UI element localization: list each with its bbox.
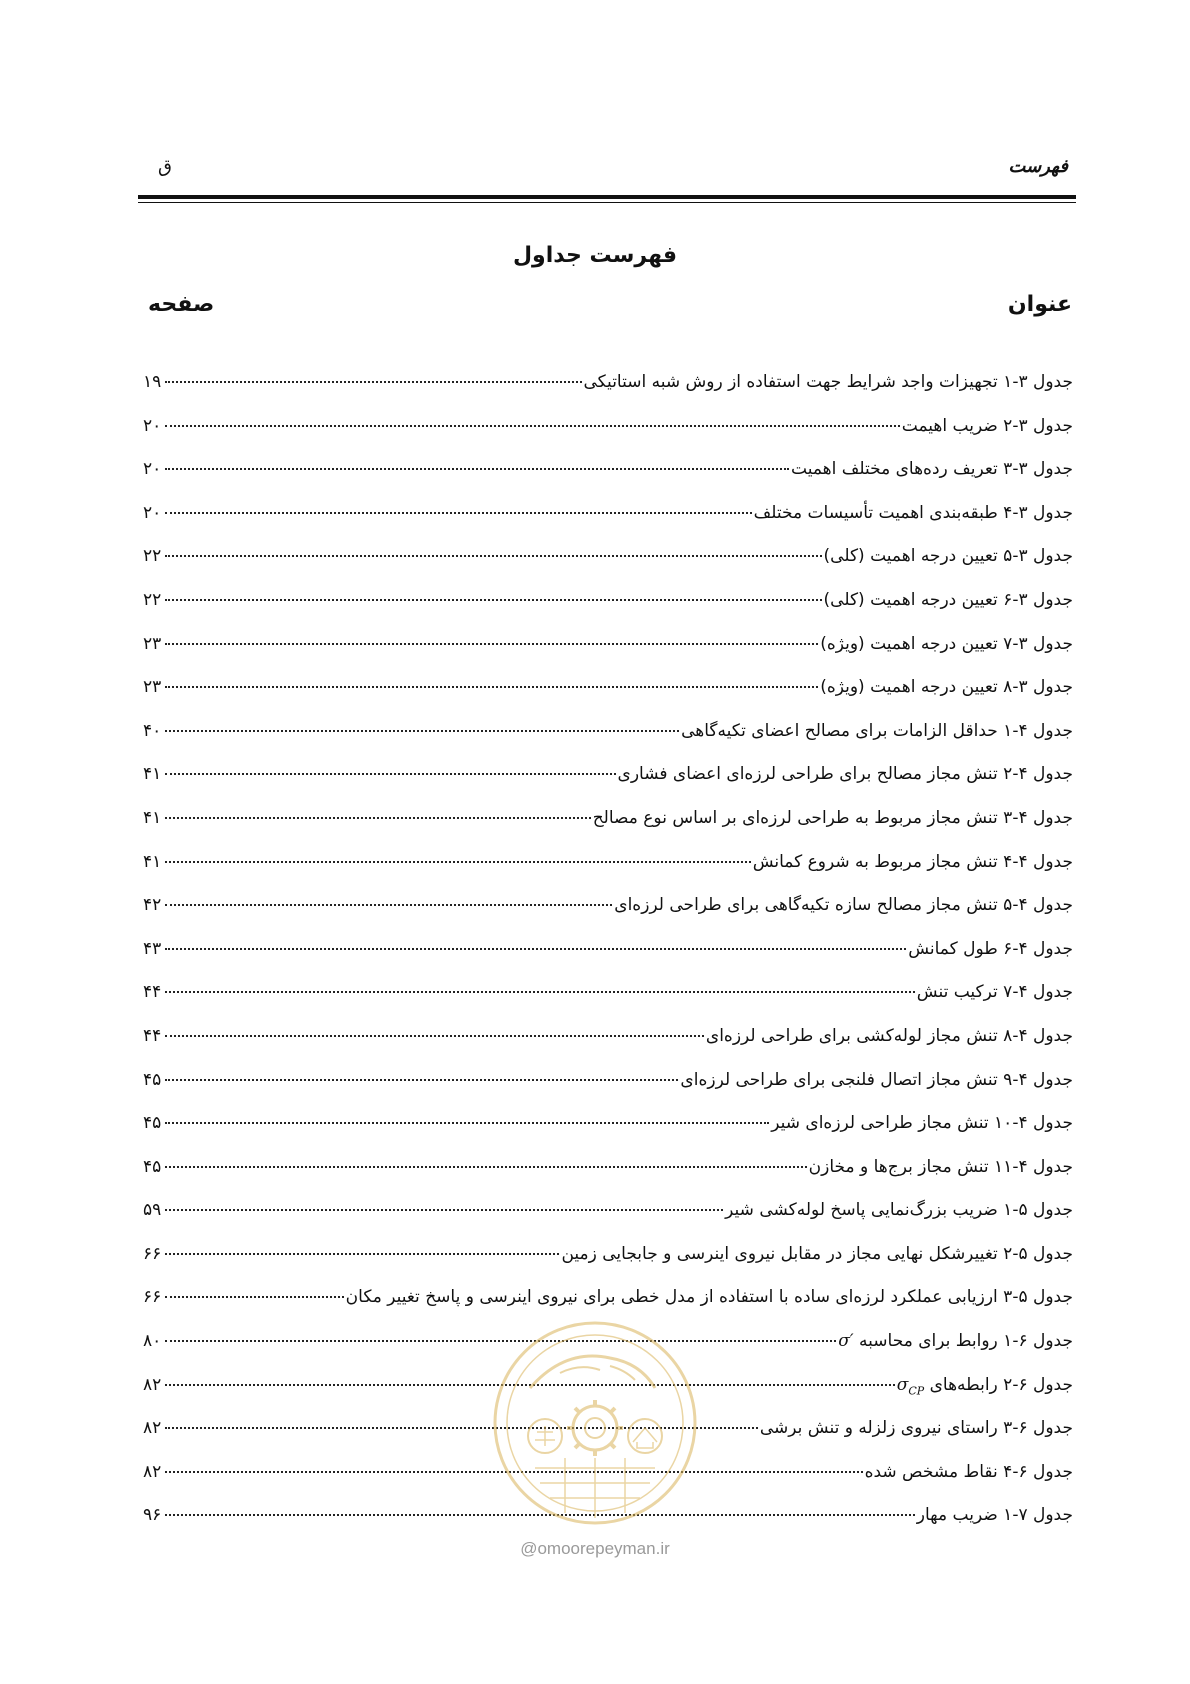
toc-leader-dots [165,1253,559,1255]
toc-entry-label: جدول ۷-۱ ضریب مهار [916,1505,1073,1526]
toc-entry [143,590,1073,634]
toc-entry-page: ۶۶ [143,1287,162,1308]
toc-entry-label: جدول ۳-۳ تعریف رده‌های مختلف اهمیت [791,459,1073,480]
column-heading-page: صفحه [148,292,215,317]
toc-entry-label: جدول ۳-۸ تعیین درجه اهمیت (ویژه) [820,677,1073,698]
toc-leader-dots [165,773,616,775]
toc-entry-page: ۲۰ [143,415,162,436]
header-rule-thin [138,202,1076,203]
toc-entry-page: ۸۲ [143,1374,162,1395]
toc-entry [143,982,1073,1026]
toc-leader-dots [165,555,822,557]
toc-entry-label: جدول ۶-۳ راستای نیروی زلزله و تنش برشی [759,1418,1073,1439]
toc-entry-label: جدول ۴-۵ تنش مجاز مصالح سازه تکیه‌گاهی برای طراحی لرزه‌ای [614,895,1073,916]
toc-entry-page: ۱۹ [143,372,162,392]
toc-leader-dots [165,643,818,645]
toc-entry-label: جدول ۴-۷ ترکیب تنش [916,982,1073,1003]
toc-entry-page: ۴۱ [143,764,162,785]
column-heading-title: عنوان [1007,292,1072,317]
toc-entry-page: ۴۵ [143,1156,162,1177]
toc-leader-dots [165,730,679,732]
toc-leader-dots [165,1035,704,1037]
toc-entry-page: ۲۰ [143,502,162,523]
toc-entry-page: ۴۰ [143,720,162,741]
toc-leader-dots [165,1296,344,1298]
toc-entry [143,1244,1073,1288]
toc-leader-dots [165,1079,678,1081]
toc-entry [143,721,1073,765]
toc-entry-page: ۴۱ [143,851,162,872]
toc-entry-page: ۲۳ [143,633,162,654]
toc-entry-symbol-subscript: CP [908,1384,925,1398]
page-title: فهرست جداول [512,243,678,268]
toc-leader-dots [165,861,751,863]
toc-entry-label: جدول ۴-۳ تنش مجاز مربوط به طراحی لرزه‌ای بر اساس نوع مصالح [592,807,1073,828]
toc-entry-label: جدول ۵-۲ تغییرشکل نهایی مجاز در مقابل نیروی اینرسی و جابجایی زمین [561,1243,1073,1264]
toc-entry-label: جدول ۴-۶ طول کمانش [908,938,1073,959]
toc-entry-page: ۲۲ [143,589,162,610]
toc-leader-dots [165,904,612,906]
toc-leader-dots [165,468,789,470]
toc-leader-dots [165,1166,807,1168]
toc-leader-dots [165,1209,723,1211]
toc-entry-label: جدول ۴-۴ تنش مجاز مربوط به شروع کمانش [752,851,1073,872]
toc-entry-page: ۶۶ [143,1243,162,1264]
toc-entry-page: ۸۲ [143,1461,162,1482]
toc-entry-label: جدول ۶-۱ روابط برای محاسبه σ′ [838,1331,1073,1352]
running-header [138,156,1068,186]
toc-leader-dots [165,686,818,688]
toc-entry-label: جدول ۵-۱ ضریب بزرگ‌نمایی پاسخ لوله‌کشی شیر [725,1200,1073,1221]
toc-leader-dots [165,512,752,514]
toc-entry-label: جدول ۵-۳ ارزیابی عملکرد لرزه‌ای ساده با استفاده از مدل خطی برای نیروی اینرسی و پاسخ تغییر مکان [345,1287,1073,1308]
toc-entry-label: جدول ۴-۱ حداقل الزامات برای مصالح اعضای تکیه‌گاهی [681,720,1073,741]
toc-entry [143,1026,1073,1070]
publisher-logo-watermark [490,1318,700,1528]
toc-entry-label: جدول ۳-۷ تعیین درجه اهمیت (ویژه) [820,633,1073,654]
toc-entry-page: ۴۱ [143,807,162,828]
toc-leader-dots [165,599,822,601]
toc-leader-dots [165,991,915,993]
toc-entry [143,1157,1073,1201]
toc-entry [143,852,1073,896]
toc-entry-label: جدول ۳-۱ تجهیزات واجد شرایط جهت استفاده از روش شبه استاتیکی [583,372,1073,392]
toc-entry-page: ۴۴ [143,1025,162,1046]
toc-leader-dots [165,425,900,427]
toc-entry-label: جدول ۶-۲ رابطه‌های $\sigma_{CP}$ [896,1374,1073,1398]
toc-entry-label: جدول ۳-۲ ضریب اهیمت [901,415,1073,436]
toc-entry-page: ۴۲ [143,895,162,916]
toc-entry [143,634,1073,678]
toc-leader-dots [165,1122,769,1124]
page-number: ق [158,156,172,177]
toc-entry-page: ۵۹ [143,1200,162,1221]
toc-entry [143,677,1073,721]
toc-entry-label: جدول ۴-۱۱ تنش مجاز برج‌ها و مخازن [808,1156,1073,1177]
toc-entry [143,764,1073,808]
toc-entry [143,416,1073,460]
toc-entry-page: ۲۰ [143,459,162,480]
toc-entry [143,372,1073,416]
toc-entry [143,895,1073,939]
toc-entry-page: ۲۳ [143,677,162,698]
toc-entry-page: ۴۵ [143,1113,162,1134]
toc-entry [143,1200,1073,1244]
toc-entry-symbol: σ′ [838,1331,854,1352]
toc-entry-page: ۲۲ [143,546,162,567]
toc-leader-dots [165,817,591,819]
website-watermark: @omoorepeyman.ir [520,1539,670,1558]
toc-entry-label: جدول ۴-۸ تنش مجاز لوله‌کشی برای طراحی لرزه‌ای [705,1025,1073,1046]
toc-leader-dots [165,948,906,950]
toc-entry [143,1113,1073,1157]
toc-entry [143,1070,1073,1114]
running-title: فهرست [1008,156,1068,177]
toc-leader-dots [165,381,582,383]
toc-entry-label: جدول ۴-۱۰ تنش مجاز طراحی لرزه‌ای شیر [771,1113,1073,1134]
toc-entry [143,939,1073,983]
toc-entry-label: جدول ۳-۴ طبقه‌بندی اهمیت تأسیسات مختلف [753,502,1073,523]
toc-entry [143,546,1073,590]
toc-entry [143,808,1073,852]
toc-entry-page: ۸۲ [143,1418,162,1439]
toc-entry [143,503,1073,547]
toc-entry-page: ۴۴ [143,982,162,1003]
toc-entry-label: جدول ۳-۵ تعیین درجه اهمیت (کلی) [823,546,1073,567]
toc-entry-page: ۹۶ [143,1505,162,1526]
header-rule-thick [138,195,1076,199]
toc-entry-label: جدول ۴-۲ تنش مجاز مصالح برای طراحی لرزه‌ای اعضای فشاری [617,764,1073,785]
toc-entry-label: جدول ۳-۶ تعیین درجه اهمیت (کلی) [823,589,1073,610]
toc-entry-symbol: $\sigma_{CP}$ [896,1374,925,1398]
toc-entry-label: جدول ۶-۴ نقاط مشخص شده [864,1461,1073,1482]
toc-entry-page: ۴۵ [143,1069,162,1090]
toc-entry [143,459,1073,503]
toc-entry-page: ۸۰ [143,1331,162,1352]
toc-entry-page: ۴۳ [143,938,162,959]
toc-entry-label: جدول ۴-۹ تنش مجاز اتصال فلنجی برای طراحی لرزه‌ای [680,1069,1073,1090]
